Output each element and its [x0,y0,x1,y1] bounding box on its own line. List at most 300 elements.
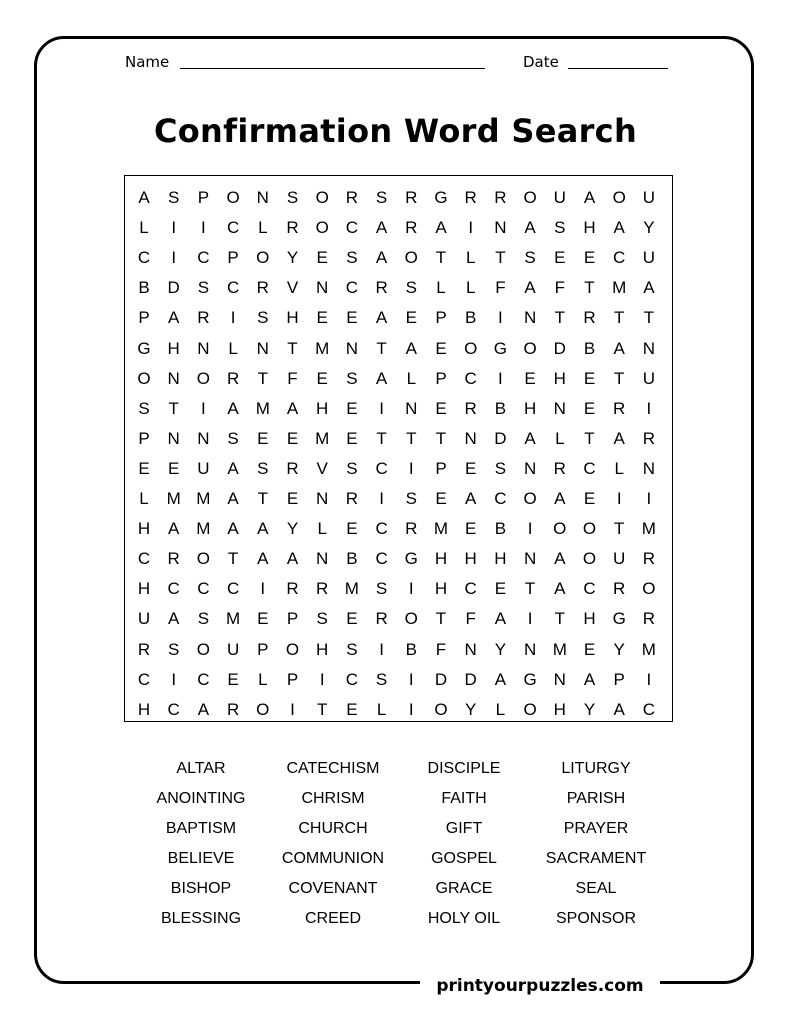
grid-letter: N [167,428,180,448]
grid-letter: A [554,489,566,508]
grid-letter: A [524,218,536,238]
grid-letter: R [642,549,656,569]
grid-letter: N [197,338,210,358]
grid-letter: H [583,218,596,238]
grid-letter: A [286,398,299,418]
grid-letter: R [256,278,269,298]
grid-letter: D [434,669,448,689]
grid-letter: A [583,669,596,689]
word-list-item: GOSPEL [431,850,497,867]
grid-letter: T [584,278,595,298]
grid-letter: A [138,188,150,207]
grid-letter: E [524,368,536,388]
grid-letter: O [523,188,537,207]
grid-letter: Y [465,699,477,719]
grid-letter: E [435,338,447,358]
grid-letter: L [139,218,149,238]
grid-letter: E [316,368,328,388]
grid-letter: T [613,519,625,539]
grid-row [125,334,672,364]
grid-letter: R [226,699,240,719]
grid-letter: R [613,579,626,599]
grid-letter: H [553,368,566,388]
grid-letter: C [226,218,240,238]
grid-letter: I [230,308,236,328]
grid-letter: C [226,579,240,599]
grid-row [125,635,672,665]
grid-letter: I [171,218,177,238]
grid-letter: Y [583,699,596,719]
grid-letter: L [555,428,565,448]
grid-letter: C [167,579,180,599]
grid-letter: B [465,308,477,328]
grid-letter: N [256,338,269,358]
grid-letter: U [197,458,210,478]
grid-letter: P [197,188,210,207]
grid-letter: Y [494,639,507,659]
grid-letter: E [405,308,417,328]
grid-letter: G [493,338,507,358]
grid-letter: A [494,609,507,629]
grid-row [125,574,672,604]
grid-letter: P [286,669,299,689]
grid-letter: M [315,338,330,358]
grid-letter: D [167,278,180,298]
grid-letter: O [196,368,210,388]
word-list-item: DISCIPLE [427,760,501,777]
grid-row [125,514,672,544]
grid-row [125,243,672,273]
grid-letter: A [257,549,269,569]
grid-letter: B [494,398,507,418]
grid-letter: R [375,278,388,298]
grid-letter: L [317,519,327,539]
word-list-item: GIFT [445,820,483,837]
grid-letter: N [553,398,566,418]
grid-letter: Y [613,639,625,659]
grid-letter: R [167,549,180,569]
grid-letter: S [346,458,358,478]
grid-letter: F [465,609,476,629]
grid-letter: T [168,398,179,418]
grid-letter: C [137,549,151,569]
grid-letter: T [257,489,268,508]
grid-letter: A [168,308,180,328]
word-list-item: LITURGY [561,760,631,777]
grid-letter: R [405,519,418,539]
grid-letter: C [464,579,477,599]
grid-letter: S [405,489,417,508]
grid-letter: H [316,639,329,659]
grid-letter: E [583,368,596,388]
grid-letter: A [227,458,239,478]
grid-letter: E [257,609,269,629]
grid-letter: A [613,428,625,448]
grid-letter: O [553,519,567,539]
grid-letter: E [554,248,566,268]
grid-letter: T [584,428,595,448]
grid-letter: N [464,428,477,448]
grid-letter: S [346,639,358,659]
grid-letter: I [379,489,384,508]
grid-letter: I [468,218,474,238]
grid-letter: M [315,428,330,448]
grid-letter: R [642,428,656,448]
grid-letter: E [435,489,447,508]
grid-letter: N [464,639,477,659]
grid-row [125,484,672,514]
grid-letter: U [226,639,240,659]
grid-letter: T [257,368,268,388]
letter-grid [124,175,673,722]
grid-letter: R [345,188,359,207]
page-title: Confirmation Word Search [153,112,638,150]
grid-row [125,303,672,333]
grid-row [125,394,672,424]
grid-letter: S [286,188,299,207]
grid-letter: S [316,609,328,629]
grid-letter: H [553,699,566,719]
grid-letter: P [435,308,447,328]
grid-row [125,424,672,454]
grid-letter: I [646,669,652,689]
grid-letter: I [379,639,384,659]
grid-letter: R [613,398,626,418]
grid-letter: R [405,218,418,238]
grid-letter: G [137,338,151,358]
grid-letter: C [167,699,180,719]
grid-letter: T [613,368,625,388]
grid-letter: C [345,669,359,689]
word-list-item: FAITH [441,790,487,807]
grid-letter: Y [286,519,299,539]
grid-letter: A [524,278,536,298]
word-list-item: BAPTISM [165,820,237,837]
grid-letter: E [346,428,358,448]
grid-letter: O [582,549,597,569]
grid-letter: C [197,669,210,689]
grid-letter: O [404,248,418,268]
grid-letter: T [376,428,387,448]
grid-letter: S [197,278,210,298]
grid-letter: N [494,218,507,238]
grid-letter: T [287,338,298,358]
grid-letter: B [346,549,358,569]
grid-letter: H [583,609,596,629]
grid-letter: N [316,278,329,298]
grid-letter: E [257,428,269,448]
grid-letter: G [612,609,626,629]
grid-letter: U [613,549,626,569]
grid-letter: M [612,278,627,298]
grid-letter: I [527,609,533,629]
grid-row [125,183,672,213]
grid-letter: S [405,278,417,298]
grid-letter: A [227,398,239,418]
grid-letter: C [137,669,151,689]
grid-letter: T [554,609,565,629]
grid-letter: O [464,338,478,358]
grid-letter: P [435,458,447,478]
grid-letter: U [553,188,566,207]
grid-letter: O [315,218,329,238]
grid-letter: O [582,519,597,539]
grid-letter: P [138,308,150,328]
grid-letter: T [316,699,328,719]
grid-letter: C [583,458,596,478]
grid-letter: T [435,248,447,268]
grid-letter: M [641,519,656,539]
grid-letter: M [344,579,359,599]
grid-letter: S [227,428,239,448]
grid-letter: C [197,579,210,599]
grid-letter: E [583,398,596,418]
grid-letter: P [227,248,239,268]
grid-row [125,544,672,574]
grid-letter: A [227,519,239,539]
grid-letter: E [227,669,239,689]
grid-letter: U [642,248,656,268]
grid-letter: A [257,519,269,539]
grid-letter: R [464,398,477,418]
grid-letter: N [553,669,566,689]
grid-letter: H [494,549,507,569]
grid-letter: L [495,699,506,719]
grid-letter: I [290,699,295,719]
word-list-item: BELIEVE [167,850,235,867]
word-list-item: BISHOP [170,880,232,897]
grid-letter: T [524,579,536,599]
grid-letter: O [612,188,626,207]
grid-row [125,364,672,394]
grid-letter: H [137,699,151,719]
word-list-item: COMMUNION [281,850,385,867]
grid-letter: N [523,458,537,478]
grid-letter: I [408,579,414,599]
word-list-item: SPONSOR [555,910,636,927]
grid-letter: O [256,248,270,268]
grid-letter: P [286,609,299,629]
grid-row [125,695,672,725]
word-list-item: PRAYER [563,820,629,837]
grid-letter: C [375,519,388,539]
grid-letter: O [523,338,537,358]
grid-letter: V [316,458,328,478]
grid-letter: A [494,669,507,689]
grid-letter: R [642,609,656,629]
grid-row [125,604,672,634]
name-line [180,68,485,69]
grid-row [125,454,672,484]
grid-letter: A [375,368,388,388]
grid-letter: E [286,428,299,448]
grid-row [125,665,672,695]
grid-letter: E [286,489,299,508]
grid-letter: S [524,248,536,268]
grid-letter: E [138,458,150,478]
grid-letter: H [464,549,477,569]
grid-letter: A [375,308,388,328]
grid-letter: T [495,248,506,268]
grid-letter: A [197,699,210,719]
grid-letter: U [137,609,151,629]
grid-letter: A [613,218,625,238]
grid-letter: N [197,428,210,448]
grid-letter: E [494,579,507,599]
grid-letter: E [583,248,596,268]
grid-letter: A [613,338,625,358]
grid-letter: S [197,609,210,629]
grid-letter: A [554,549,566,569]
grid-letter: T [613,308,625,328]
word-list-item: PARISH [566,790,626,807]
grid-letter: A [227,489,239,508]
grid-letter: N [523,639,537,659]
grid-letter: M [196,489,211,508]
word-list-item: BLESSING [160,910,242,927]
grid-letter: O [404,609,418,629]
grid-letter: R [583,308,596,328]
grid-letter: D [494,428,507,448]
grid-letter: C [583,579,596,599]
grid-letter: O [196,549,210,569]
grid-letter: N [316,489,329,508]
grid-letter: I [498,368,503,388]
grid-letter: C [375,549,388,569]
grid-letter: A [168,609,180,629]
grid-letter: L [228,338,238,358]
grid-letter: R [375,609,388,629]
grid-letter: M [166,489,181,508]
grid-letter: E [583,639,596,659]
grid-letter: T [227,549,239,569]
grid-letter: I [260,579,266,599]
grid-letter: I [171,248,177,268]
grid-letter: A [643,278,655,298]
grid-letter: I [408,458,414,478]
grid-letter: I [319,669,325,689]
grid-letter: I [646,489,652,508]
grid-letter: L [258,218,268,238]
grid-letter: P [435,368,447,388]
grid-letter: L [614,458,624,478]
grid-letter: P [138,428,150,448]
date-line [568,68,668,69]
grid-letter: E [465,458,477,478]
word-list-item: CREED [304,910,361,927]
grid-letter: I [498,308,503,328]
grid-letter: I [171,669,177,689]
grid-letter: R [137,639,151,659]
grid-letter: C [642,699,656,719]
grid-letter: C [226,278,240,298]
grid-letter: P [257,639,269,659]
grid-letter: F [495,278,506,298]
grid-letter: C [464,368,477,388]
grid-letter: O [642,579,656,599]
grid-letter: C [345,278,359,298]
grid-letter: S [375,188,388,207]
grid-letter: I [408,699,414,719]
grid-letter: M [196,519,211,539]
grid-letter: F [287,368,298,388]
grid-letter: L [376,699,387,719]
footer-url: printyourpuzzles.com [436,976,644,996]
grid-letter: B [583,338,596,358]
word-list-item: CHURCH [298,820,368,837]
grid-letter: U [642,188,656,207]
grid-letter: L [258,669,268,689]
grid-letter: I [408,669,414,689]
grid-letter: E [168,458,180,478]
grid-letter: H [286,308,299,328]
grid-letter: E [346,308,358,328]
grid-letter: M [226,609,241,629]
grid-letter: R [553,458,566,478]
grid-letter: N [523,549,537,569]
grid-letter: L [406,368,417,388]
grid-letter: E [465,519,477,539]
grid-letter: E [346,609,358,629]
word-list-item: ANOINTING [156,790,246,807]
grid-letter: H [167,338,180,358]
grid-letter: R [405,188,418,207]
grid-letter: O [285,639,300,659]
grid-letter: E [583,489,596,508]
grid-letter: E [316,308,328,328]
grid-letter: S [554,218,566,238]
grid-letter: C [375,458,388,478]
grid-letter: S [257,458,269,478]
grid-letter: H [137,579,151,599]
grid-letter: L [465,278,476,298]
date-label: Date [523,53,559,71]
grid-letter: S [494,458,507,478]
name-label: Name [125,53,170,71]
grid-letter: M [433,519,449,539]
grid-letter: A [554,579,566,599]
grid-letter: S [168,639,180,659]
word-list-item: COVENANT [288,880,378,897]
grid-letter: R [286,218,299,238]
grid-letter: U [642,368,656,388]
grid-letter: T [435,428,447,448]
grid-letter: M [255,398,270,418]
grid-letter: N [316,549,329,569]
grid-letter: D [464,669,477,689]
grid-letter: I [201,398,206,418]
word-list-item: SACRAMENT [545,850,647,867]
grid-letter: C [345,218,359,238]
grid-letter: T [435,609,447,629]
grid-letter: S [346,368,358,388]
grid-row [125,273,672,303]
grid-letter: S [138,398,150,418]
grid-letter: R [464,188,477,207]
grid-letter: R [494,188,507,207]
grid-letter: S [375,669,388,689]
grid-letter: D [553,338,566,358]
grid-letter: O [137,368,151,388]
grid-letter: E [346,398,358,418]
grid-letter: L [139,489,149,508]
word-list-item: CATECHISM [286,760,380,777]
grid-letter: P [613,669,625,689]
grid-letter: T [376,338,387,358]
grid-letter: H [523,398,537,418]
grid-letter: B [405,639,417,659]
grid-letter: R [345,489,359,508]
